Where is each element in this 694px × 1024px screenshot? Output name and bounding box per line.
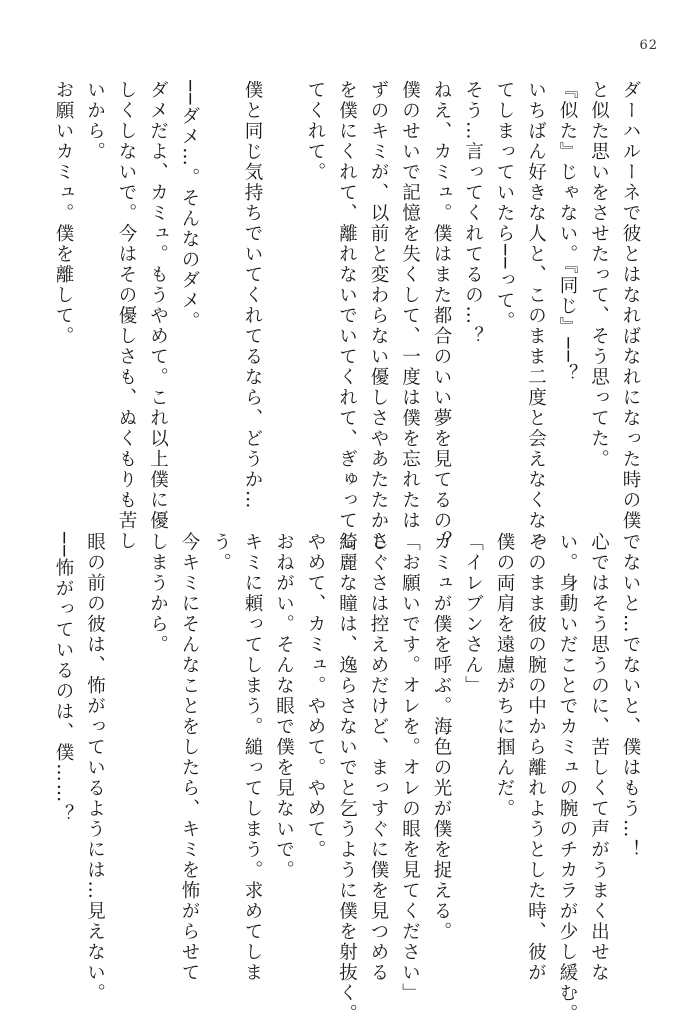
text-line: しぐさは控えめだけど、まっすぐに僕を見つめる [368,532,389,983]
text-line: 僕のせいで記憶を失くして、一度は僕を忘れたは [399,80,421,531]
text-line: 『似た』じゃない。『同じ』──？ [557,80,578,385]
text-line: ダーハルーネで彼とはなればなれになった時の僕 [620,80,641,531]
text-line: やめて、カミュ。やめて。やめて。 [305,532,326,860]
page-number: 62 [639,38,658,53]
text-line: 僕と同じ気持ちでいてくれてるなら、どうか… [242,80,263,511]
text-line: 「イレブンさん」 [462,532,484,696]
text-line: キミに頼ってしまう。縋ってしまう。求めてしま [242,532,263,983]
text-line: いちばん好きな人と、このまま二度と会えなくなっ [525,80,547,552]
text-line: ダメだよ、カミュ。もうやめて。これ以上僕に優 [147,80,169,531]
text-line: いから。 [84,80,106,162]
text-line: う。 [210,532,232,573]
text-line: カミュが僕を呼ぶ。海色の光が僕を捉える。 [431,532,452,942]
text-line: しくしないで。今はその優しさも、ぬくもりも苦し [116,80,137,552]
text-line: 眼の前の彼は、怖がっているようには…見えない。 [84,532,106,1004]
paragraph-gap [111,532,143,952]
text-line: てくれて。 [305,80,326,183]
text-line: を僕にくれて、離れないでいてくれて、ぎゅってし [336,80,358,552]
text-line: い。身動いだことでカミュの腕のチカラが少し緩む。 [557,532,578,1024]
text-line: 僕の両肩を遠慮がちに掴んだ。 [494,532,515,819]
text-line: でないと…でないと、僕はもう…！ [620,532,641,860]
text-line: 心ではそう思うのに、苦しくて声がうまく出せな [588,532,610,983]
text-line: と似た思いをさせたって、そう思ってた。 [588,80,610,470]
text-line: お願いカミュ。僕を離して。 [53,80,74,347]
text-line: 「お願いです。オレを。オレの眼を見てください」 [399,532,421,1004]
text-line: 綺麗な瞳は、逸らさないでと乞うように僕を射抜く。 [336,532,358,1024]
text-block-upper [48,80,647,552]
paragraph-gap [268,80,300,500]
text-block-lower [48,532,647,1024]
text-line: ──怖がっているのは、僕……？ [53,532,74,825]
text-line: おねがい。そんな眼で僕を見ないで。 [273,532,295,881]
text-line: ──ダメ…。そんなのダメ。 [179,80,200,332]
text-line: ねえ、カミュ。僕はまた都合のいい夢を見てるの？ [431,80,452,552]
text-line: 今キミにそんなことをしたら、キミを怖がらせて [179,532,200,983]
text-line: そう…言ってくれてるの…？ [462,80,484,347]
text-line: そのまま彼の腕の中から離れようとした時、彼が [525,532,547,983]
text-line: しまうから。 [147,532,169,655]
text-line: ずのキミが、以前と変わらない優しさやあたたかさ [368,80,389,552]
text-line: てしまっていたら──って。 [494,80,515,332]
paragraph-gap [205,80,237,500]
